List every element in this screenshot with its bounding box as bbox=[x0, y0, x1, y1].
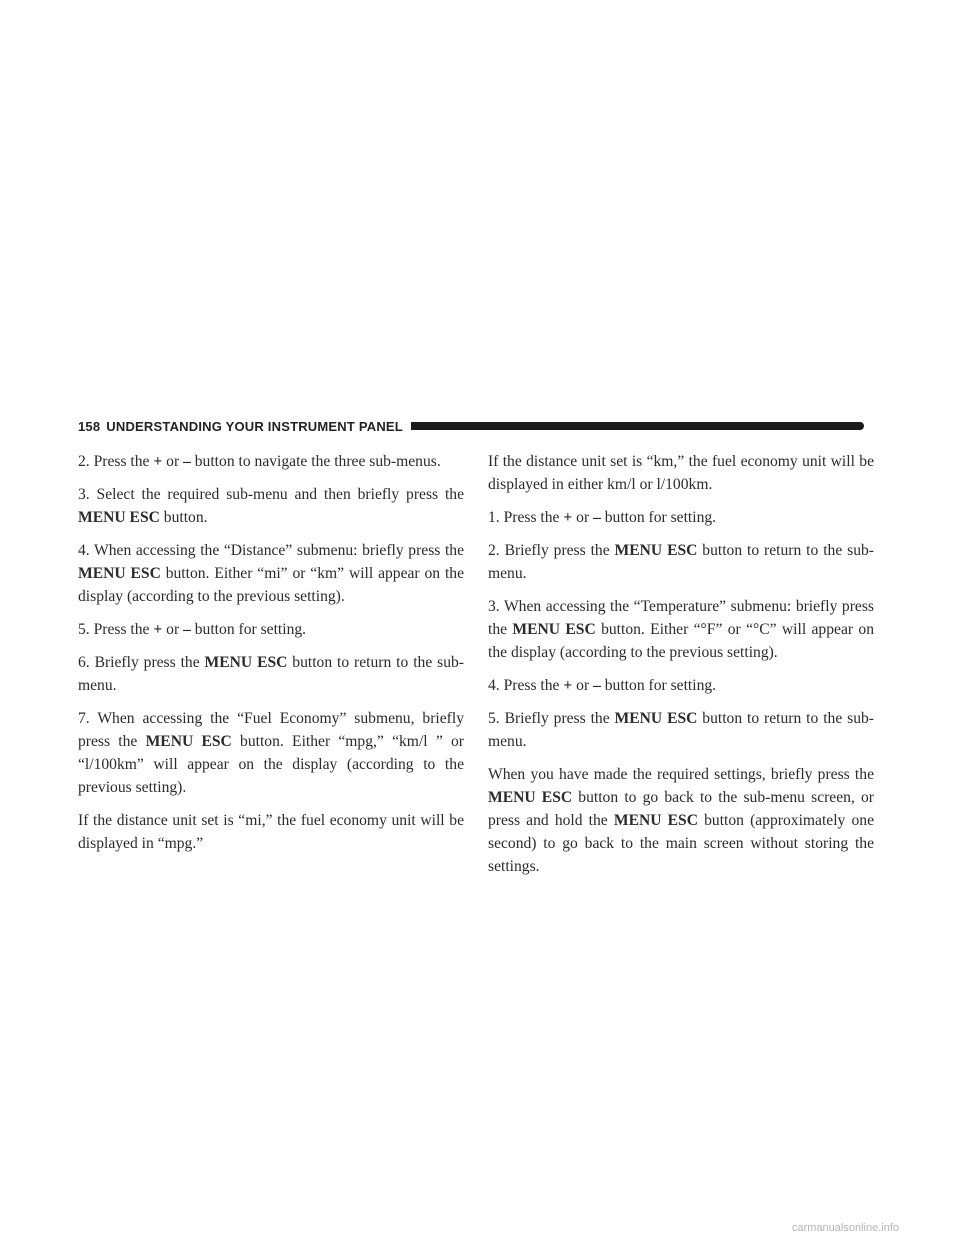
bold-term: MENU ESC bbox=[145, 733, 232, 750]
chapter-title: UNDERSTANDING YOUR INSTRUMENT PANEL bbox=[106, 418, 403, 434]
paragraph-l1: 2. Press the + or – button to navigate the three sub-menus. bbox=[78, 453, 441, 470]
bold-term: MENU ESC bbox=[512, 621, 596, 638]
paragraph-r5: 4. Press the + or – button for setting. bbox=[488, 677, 717, 694]
bold-term: MENU ESC bbox=[613, 812, 698, 829]
paragraph-l7: If the distance unit set is “mi,” the fuel economy unit will be displayed in “mpg.” bbox=[78, 812, 464, 852]
paragraph-l5: 6. Briefly press the MENU ESC button to return to the sub-menu. bbox=[78, 654, 465, 694]
right-column bbox=[488, 450, 874, 888]
paragraph-r4: 3. When accessing the “Temperature” submenu: briefly press the MENU ESC button. Either “°F” or “°C” will appear on the display (according to the previous setting). bbox=[488, 598, 874, 661]
bold-term: – bbox=[593, 677, 601, 694]
paragraph-r7: When you have made the required settings, briefly press the MENU ESC button to go back to the sub-menu screen, or press and hold the MENU ESC button (approximately one second) to go back to the main screen without storing the settings. bbox=[488, 766, 875, 875]
page-header bbox=[78, 417, 864, 435]
bold-term: MENU ESC bbox=[614, 542, 698, 559]
bold-term: MENU ESC bbox=[78, 565, 161, 582]
bold-term: MENU ESC bbox=[614, 710, 698, 727]
paragraph-r6: 5. Briefly press the MENU ESC button to return to the sub-menu. bbox=[488, 710, 875, 750]
header-rule bbox=[411, 422, 864, 430]
bold-term: MENU ESC bbox=[78, 509, 160, 526]
bold-term: – bbox=[183, 621, 191, 638]
paragraph-r3: 2. Briefly press the MENU ESC button to return to the sub-menu. bbox=[488, 542, 875, 582]
paragraph-l3: 4. When accessing the “Distance” submenu: briefly press the MENU ESC button. Either “mi” or “km” will appear on the display (according to the previous setting). bbox=[78, 542, 464, 605]
bold-term: + bbox=[563, 677, 573, 694]
page-number: 158 bbox=[78, 418, 101, 434]
bold-term: – bbox=[593, 509, 601, 526]
left-column bbox=[78, 450, 464, 865]
bold-term: + bbox=[153, 453, 163, 470]
paragraph-l4: 5. Press the + or – button for setting. bbox=[78, 621, 307, 638]
paragraph-r2: 1. Press the + or – button for setting. bbox=[488, 509, 717, 526]
paragraph-l2: 3. Select the required sub-menu and then briefly press the MENU ESC button. bbox=[78, 486, 464, 526]
bold-term: MENU ESC bbox=[488, 789, 573, 806]
bold-term: – bbox=[183, 453, 191, 470]
bold-term: MENU ESC bbox=[204, 654, 288, 671]
bold-term: + bbox=[563, 509, 573, 526]
watermark: carmanualsonline.info bbox=[792, 1222, 900, 1234]
paragraph-r1: If the distance unit set is “km,” the fuel economy unit will be displayed in either km/l or l/100km. bbox=[488, 453, 874, 493]
bold-term: + bbox=[153, 621, 163, 638]
paragraph-l6: 7. When accessing the “Fuel Economy” submenu, briefly press the MENU ESC button. Either “mpg,” “km/l ” or “l/100km” will appear on the display (according to the previous setting). bbox=[78, 710, 464, 796]
